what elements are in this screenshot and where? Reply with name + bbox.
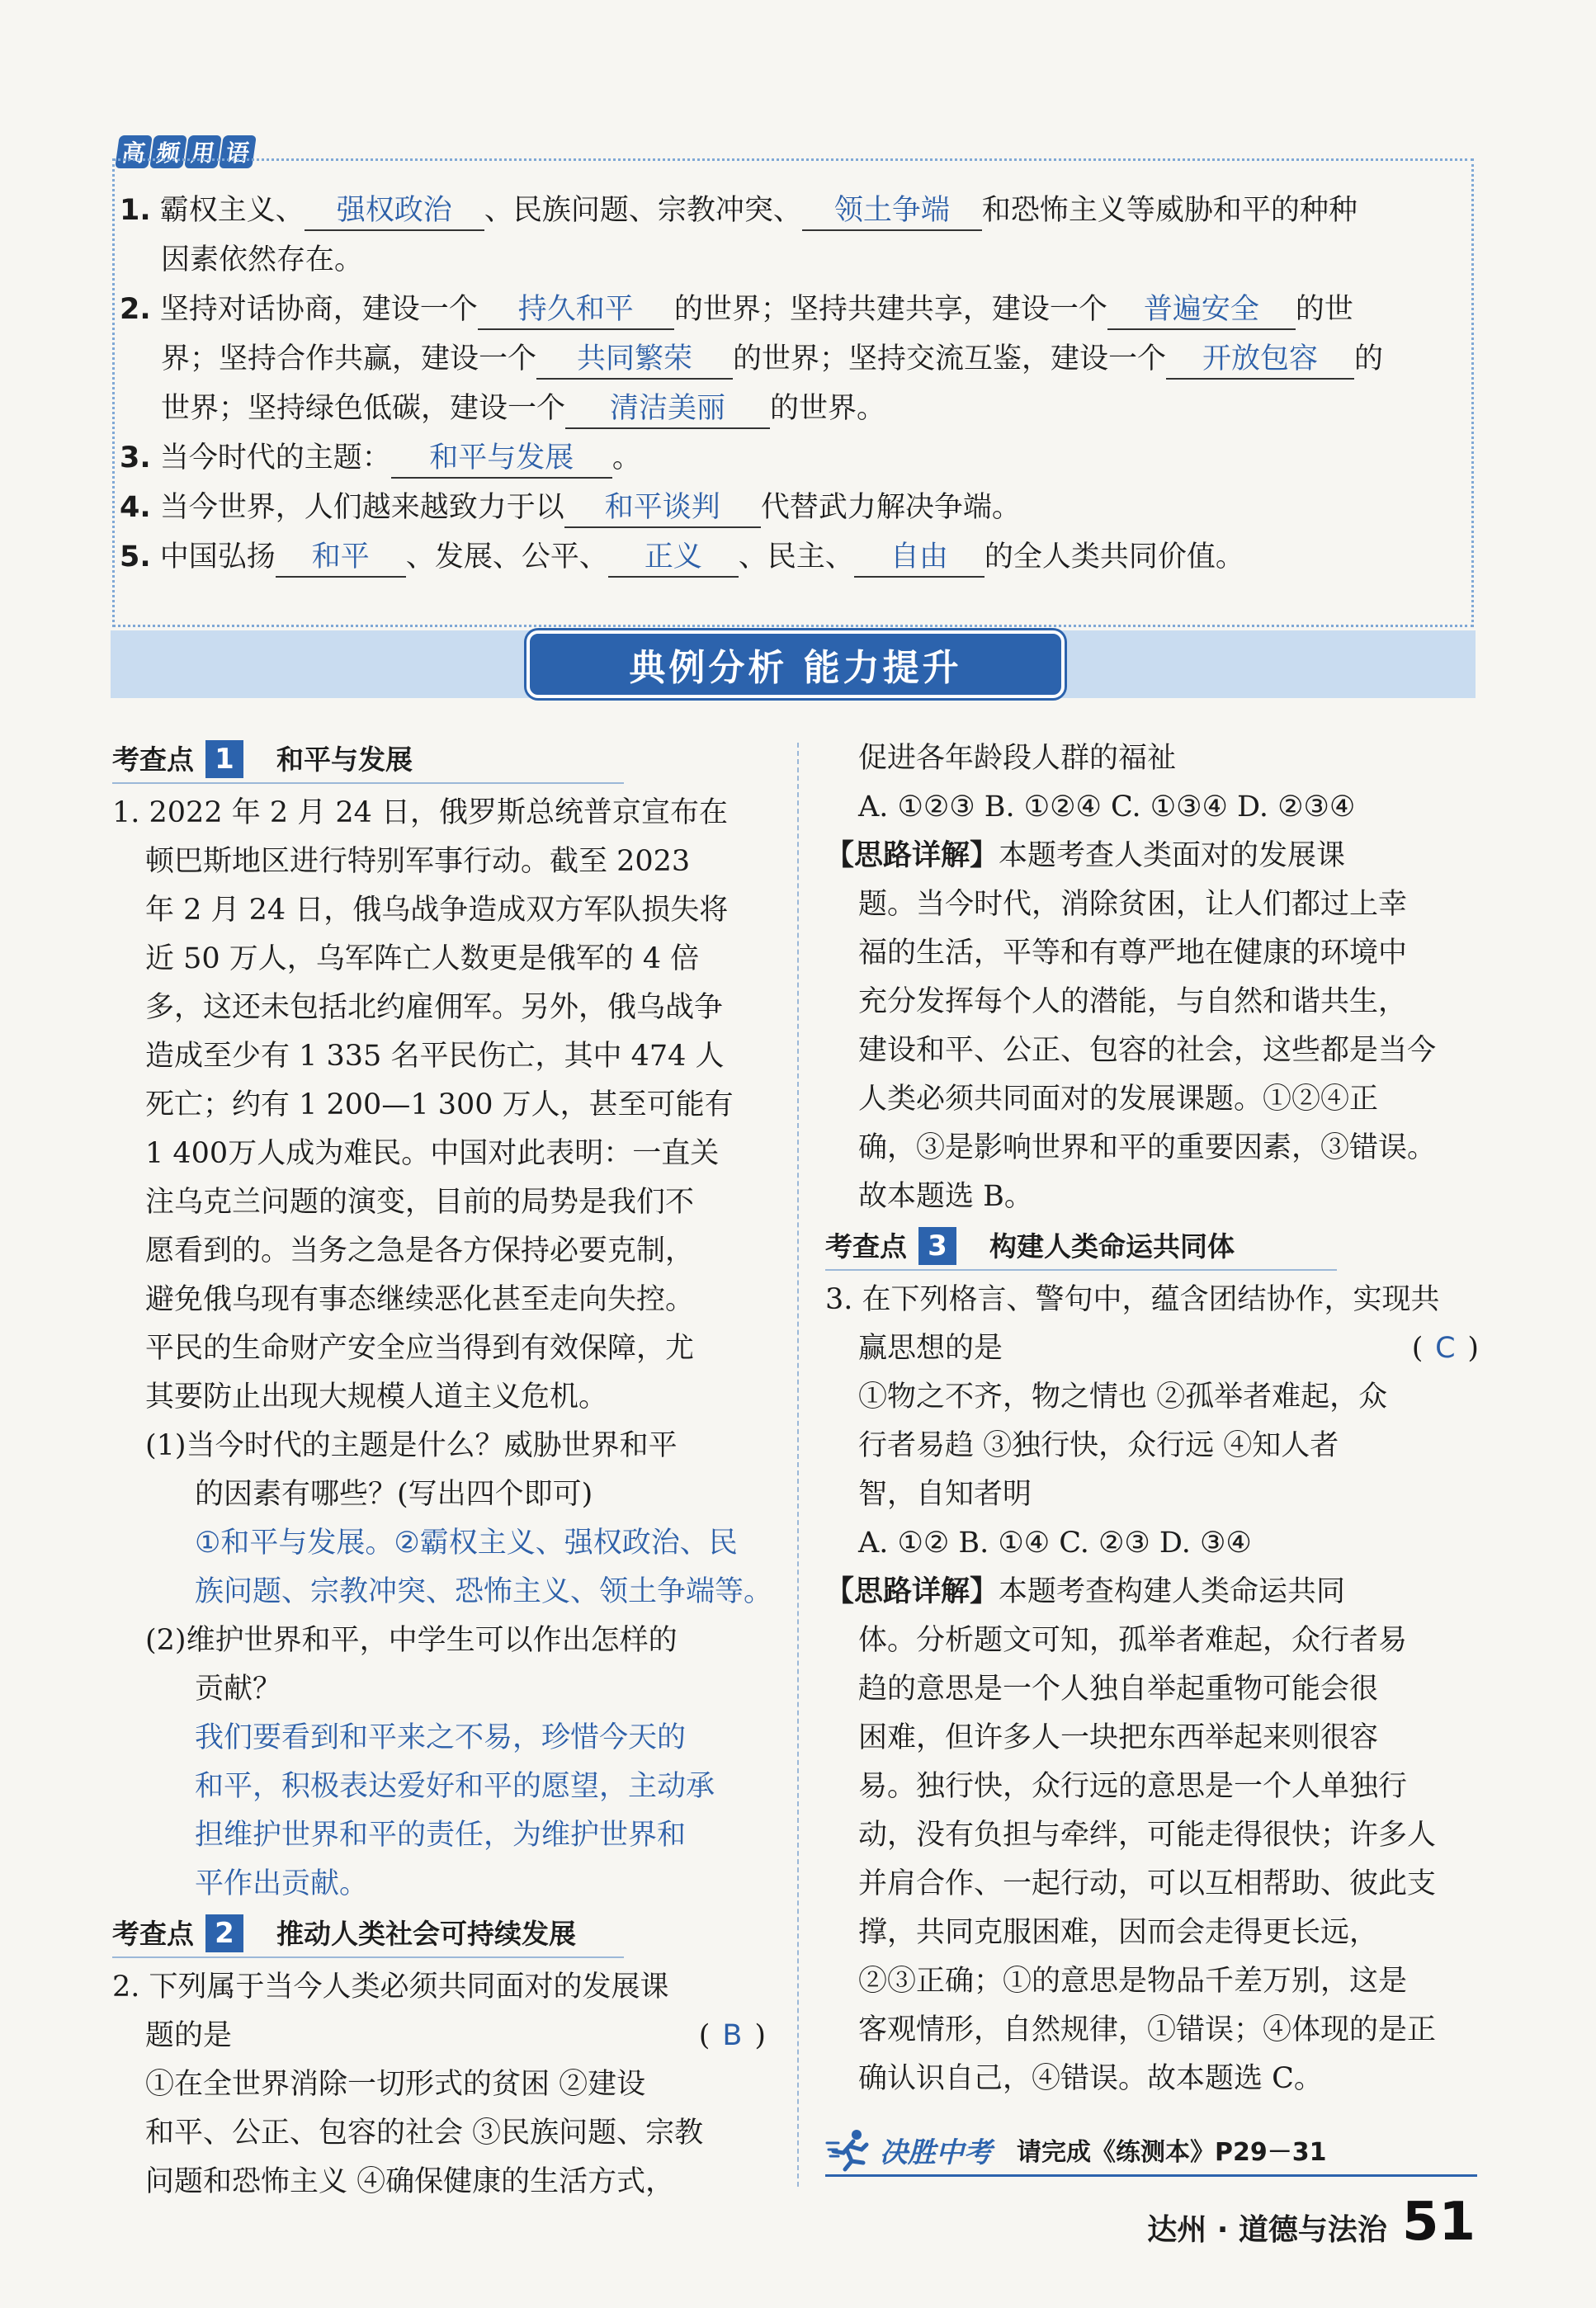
answer-bracket: ( C ) bbox=[1412, 1324, 1479, 1373]
key-point-title: 推动人类社会可持续发展 bbox=[276, 1917, 576, 1950]
key-point-3 bbox=[825, 1223, 1337, 1271]
question-2-line bbox=[112, 2012, 772, 2060]
text: 的世界；坚持交流互鉴，建设一个 bbox=[733, 342, 1167, 375]
explanation-3 bbox=[825, 1568, 1485, 1617]
text: 当今世界，人们越来越致力于以 bbox=[159, 491, 564, 524]
question-1-line: 注乌克兰问题的演变，目前的局势是我们不 bbox=[145, 1186, 695, 1219]
fill-blank: 持久和平 bbox=[478, 290, 674, 330]
explanation-label: 【思路详解】 bbox=[825, 1575, 999, 1608]
book-region-subject: 达州 · 道德与法治 bbox=[1147, 2213, 1387, 2247]
key-point-label: 考查点 bbox=[112, 1917, 194, 1950]
vocab-item-5 bbox=[120, 532, 1463, 582]
explanation-line: 建设和平、公正、包容的社会，这些都是当今 bbox=[858, 1034, 1437, 1067]
text: 、民主、 bbox=[738, 540, 854, 573]
section-banner: 典例分析 能力提升 bbox=[526, 630, 1065, 698]
question-2-options: 促进各年龄段人群的福祉 bbox=[858, 742, 1177, 775]
fill-blank: 强权政治 bbox=[305, 191, 484, 231]
explanation-line: 动，没有负担与牵绊，可能走得很快；许多人 bbox=[858, 1819, 1437, 1852]
key-point-number: 2 bbox=[205, 1914, 243, 1952]
text: 界；坚持合作共赢，建设一个 bbox=[161, 342, 537, 375]
fill-blank: 普遍安全 bbox=[1107, 290, 1296, 330]
vocab-item-1-cont: 因素依然存在。 bbox=[161, 243, 364, 276]
vocab-item-3 bbox=[120, 433, 1463, 483]
question-1-line: 近 50 万人，乌军阵亡人数更是俄军的 4 倍 bbox=[145, 942, 700, 975]
column-divider bbox=[797, 743, 799, 2187]
question-3-line bbox=[825, 1324, 1485, 1373]
item-number: 2. bbox=[120, 293, 151, 326]
fill-blank: 自由 bbox=[854, 538, 985, 578]
fill-blank: 和平 bbox=[276, 538, 406, 578]
page-number: 51 bbox=[1401, 2192, 1476, 2253]
fill-blank: 清洁美丽 bbox=[565, 389, 770, 429]
text: 中国弘扬 bbox=[159, 540, 276, 573]
text: 。 bbox=[611, 441, 641, 474]
fill-blank: 正义 bbox=[608, 538, 739, 578]
vocab-item-2-line3 bbox=[120, 384, 1463, 433]
answer-choice: C bbox=[1435, 1332, 1456, 1365]
explanation-line: 易。独行快，众行远的意思是一个人单独行 bbox=[858, 1770, 1408, 1803]
vocab-tag-char: 高 bbox=[115, 135, 153, 168]
answer-1: 族问题、宗教冲突、恐怖主义、领土争端等。 bbox=[195, 1575, 773, 1608]
practice-bar bbox=[825, 2125, 1477, 2177]
vocab-item-1 bbox=[120, 186, 1463, 235]
page-footer bbox=[1147, 2192, 1476, 2253]
fill-blank: 和平与发展 bbox=[391, 439, 612, 479]
explanation-2 bbox=[825, 832, 1485, 880]
text: 、民族问题、宗教冲突、 bbox=[484, 194, 802, 227]
question-1-line: 愿看到的。当务之急是各方保持必要克制， bbox=[145, 1234, 695, 1267]
text: 题的是 bbox=[145, 2019, 233, 2052]
question-1-line: 平民的生命财产安全应当得到有效保障，尤 bbox=[145, 1332, 695, 1365]
explanation-line: 趋的意思是一个人独自举起重物可能会很 bbox=[858, 1673, 1379, 1706]
explanation-line: 确认识自己，④错误。故本题选 C。 bbox=[858, 2062, 1323, 2095]
text: 本题考查人类面对的发展课 bbox=[999, 839, 1346, 872]
explanation-line: 困难，但许多人一块把东西举起来则很容 bbox=[858, 1721, 1379, 1754]
item-number: 3. bbox=[120, 441, 151, 474]
item-number: 5. bbox=[120, 540, 151, 573]
runner-icon bbox=[825, 2126, 875, 2173]
key-point-number: 1 bbox=[205, 740, 243, 778]
vocab-tag-char: 用 bbox=[184, 135, 222, 168]
left-column bbox=[112, 734, 772, 2207]
explanation-label: 【思路详解】 bbox=[825, 839, 999, 872]
question-2-line: 2. 下列属于当今人类必须共同面对的发展课 bbox=[112, 1971, 669, 2004]
text: 当今时代的主题： bbox=[159, 441, 391, 474]
text: 霸权主义、 bbox=[159, 194, 305, 227]
explanation-line: 故本题选 B。 bbox=[858, 1180, 1033, 1213]
explanation-line: 体。分析题文可知，孤举者难起，众行者易 bbox=[858, 1624, 1408, 1657]
explanation-line: 客观情形，自然规律，①错误；④体现的是正 bbox=[858, 2013, 1437, 2046]
text: 本题考查构建人类命运共同 bbox=[999, 1575, 1346, 1608]
right-column bbox=[825, 734, 1485, 2103]
explanation-line: 题。当今时代，消除贫困，让人们都过上幸 bbox=[858, 888, 1408, 921]
question-2-options: ①在全世界消除一切形式的贫困 ②建设 bbox=[145, 2068, 646, 2101]
key-point-label: 考查点 bbox=[112, 743, 194, 776]
answer-bracket: ( B ) bbox=[699, 2012, 766, 2060]
question-1-line: 顿巴斯地区进行特别军事行动。截至 2023 bbox=[145, 845, 691, 878]
vocab-tag-char: 语 bbox=[219, 135, 257, 168]
item-number: 4. bbox=[120, 491, 151, 524]
fill-blank: 和平谈判 bbox=[564, 489, 761, 528]
text: 赢思想的是 bbox=[858, 1332, 1003, 1365]
explanation-line: 并肩合作、一起行动，可以互相帮助、彼此支 bbox=[858, 1867, 1437, 1900]
vocab-box bbox=[112, 158, 1474, 627]
question-1-line: 多，这还未包括北约雇佣军。另外，俄乌战争 bbox=[145, 991, 724, 1024]
text: 和恐怖主义等威胁和平的种种 bbox=[981, 194, 1358, 227]
vocab-item-2-line2 bbox=[120, 334, 1463, 384]
key-point-label: 考查点 bbox=[825, 1230, 907, 1263]
vocab-tag-char: 频 bbox=[149, 135, 187, 168]
question-1-line: 死亡；约有 1 200—1 300 万人，甚至可能有 bbox=[145, 1088, 734, 1121]
question-1-line: 避免俄乌现有事态继续恶化甚至走向失控。 bbox=[145, 1283, 695, 1316]
sub-question-2: (2)维护世界和平，中学生可以作出怎样的 bbox=[145, 1624, 678, 1657]
question-3-line: 3. 在下列格言、警句中，蕴含团结协作，实现共 bbox=[825, 1283, 1440, 1316]
explanation-line: 人类必须共同面对的发展课题。①②④正 bbox=[858, 1083, 1379, 1116]
brand-name: 决胜中考 bbox=[880, 2136, 992, 2169]
fill-blank: 开放包容 bbox=[1166, 340, 1354, 380]
explanation-line: 福的生活，平等和有尊严地在健康的环境中 bbox=[858, 937, 1408, 970]
key-point-title: 和平与发展 bbox=[276, 743, 413, 776]
text: 世界；坚持绿色低碳，建设一个 bbox=[161, 392, 566, 425]
text: 的世界；坚持共建共享，建设一个 bbox=[673, 293, 1107, 326]
item-number: 1. bbox=[120, 194, 151, 227]
question-1-line: 1 400万人成为难民。中国对此表明：一直关 bbox=[145, 1137, 720, 1170]
key-point-number: 3 bbox=[918, 1227, 956, 1265]
text: 的 bbox=[1354, 342, 1384, 375]
question-3-options: 行者易趋 ③独行快，众行远 ④知人者 bbox=[858, 1429, 1339, 1462]
practice-reference: 请完成《练测本》P29－31 bbox=[1017, 2138, 1327, 2167]
explanation-line: 充分发挥每个人的潜能，与自然和谐共生， bbox=[858, 985, 1408, 1018]
explanation-line: 确，③是影响世界和平的重要因素，③错误。 bbox=[858, 1131, 1437, 1164]
sub-question-1: (1)当今时代的主题是什么？威胁世界和平 bbox=[145, 1429, 678, 1462]
key-point-1 bbox=[112, 736, 624, 784]
question-2-options: 和平、公正、包容的社会 ③民族问题、宗教 bbox=[145, 2117, 704, 2150]
question-1-line: 1. 2022 年 2 月 24 日，俄罗斯总统普京宣布在 bbox=[112, 796, 729, 829]
vocab-item-4 bbox=[120, 483, 1463, 532]
key-point-2 bbox=[112, 1910, 624, 1958]
sub-question-1: 的因素有哪些？(写出四个即可) bbox=[195, 1478, 593, 1511]
question-1-line: 造成至少有 1 335 名平民伤亡，其中 474 人 bbox=[145, 1040, 725, 1073]
text: 的全人类共同价值。 bbox=[984, 540, 1244, 573]
vocab-item-2 bbox=[120, 285, 1463, 334]
explanation-line: 撑，共同克服困难，因而会走得更长远， bbox=[858, 1916, 1379, 1949]
answer-2: 我们要看到和平来之不易，珍惜今天的 bbox=[195, 1721, 687, 1754]
text: 代替武力解决争端。 bbox=[760, 491, 1021, 524]
answer-choice: B bbox=[722, 2019, 743, 2052]
key-point-title: 构建人类命运共同体 bbox=[989, 1230, 1235, 1263]
text: 、发展、公平、 bbox=[405, 540, 608, 573]
answer-1: ①和平与发展。②霸权主义、强权政治、民 bbox=[195, 1527, 738, 1560]
text: 坚持对话协商，建设一个 bbox=[159, 293, 478, 326]
question-2-choices: A. ①②③ B. ①②④ C. ①③④ D. ②③④ bbox=[858, 791, 1356, 824]
answer-2: 平作出贡献。 bbox=[195, 1867, 369, 1900]
text: 的世 bbox=[1295, 293, 1353, 326]
explanation-line: ②③正确；①的意思是物品千差万别，这是 bbox=[858, 1965, 1408, 1998]
question-1-line: 其要防止出现大规模人道主义危机。 bbox=[145, 1381, 608, 1414]
sub-question-2: 贡献？ bbox=[195, 1673, 282, 1706]
fill-blank: 共同繁荣 bbox=[536, 340, 733, 380]
text: 的世界。 bbox=[770, 392, 886, 425]
question-2-options: 问题和恐怖主义 ④确保健康的生活方式， bbox=[145, 2165, 675, 2198]
answer-2: 担维护世界和平的责任，为维护世界和 bbox=[195, 1819, 687, 1852]
question-1-line: 年 2 月 24 日，俄乌战争造成双方军队损失将 bbox=[145, 894, 729, 927]
question-3-options: 智，自知者明 bbox=[858, 1478, 1032, 1511]
question-3-choices: A. ①② B. ①④ C. ②③ D. ③④ bbox=[858, 1527, 1252, 1560]
answer-2: 和平，积极表达爱好和平的愿望，主动承 bbox=[195, 1770, 715, 1803]
fill-blank: 领土争端 bbox=[802, 191, 982, 231]
question-3-options: ①物之不齐，物之情也 ②孤举者难起，众 bbox=[858, 1381, 1388, 1414]
